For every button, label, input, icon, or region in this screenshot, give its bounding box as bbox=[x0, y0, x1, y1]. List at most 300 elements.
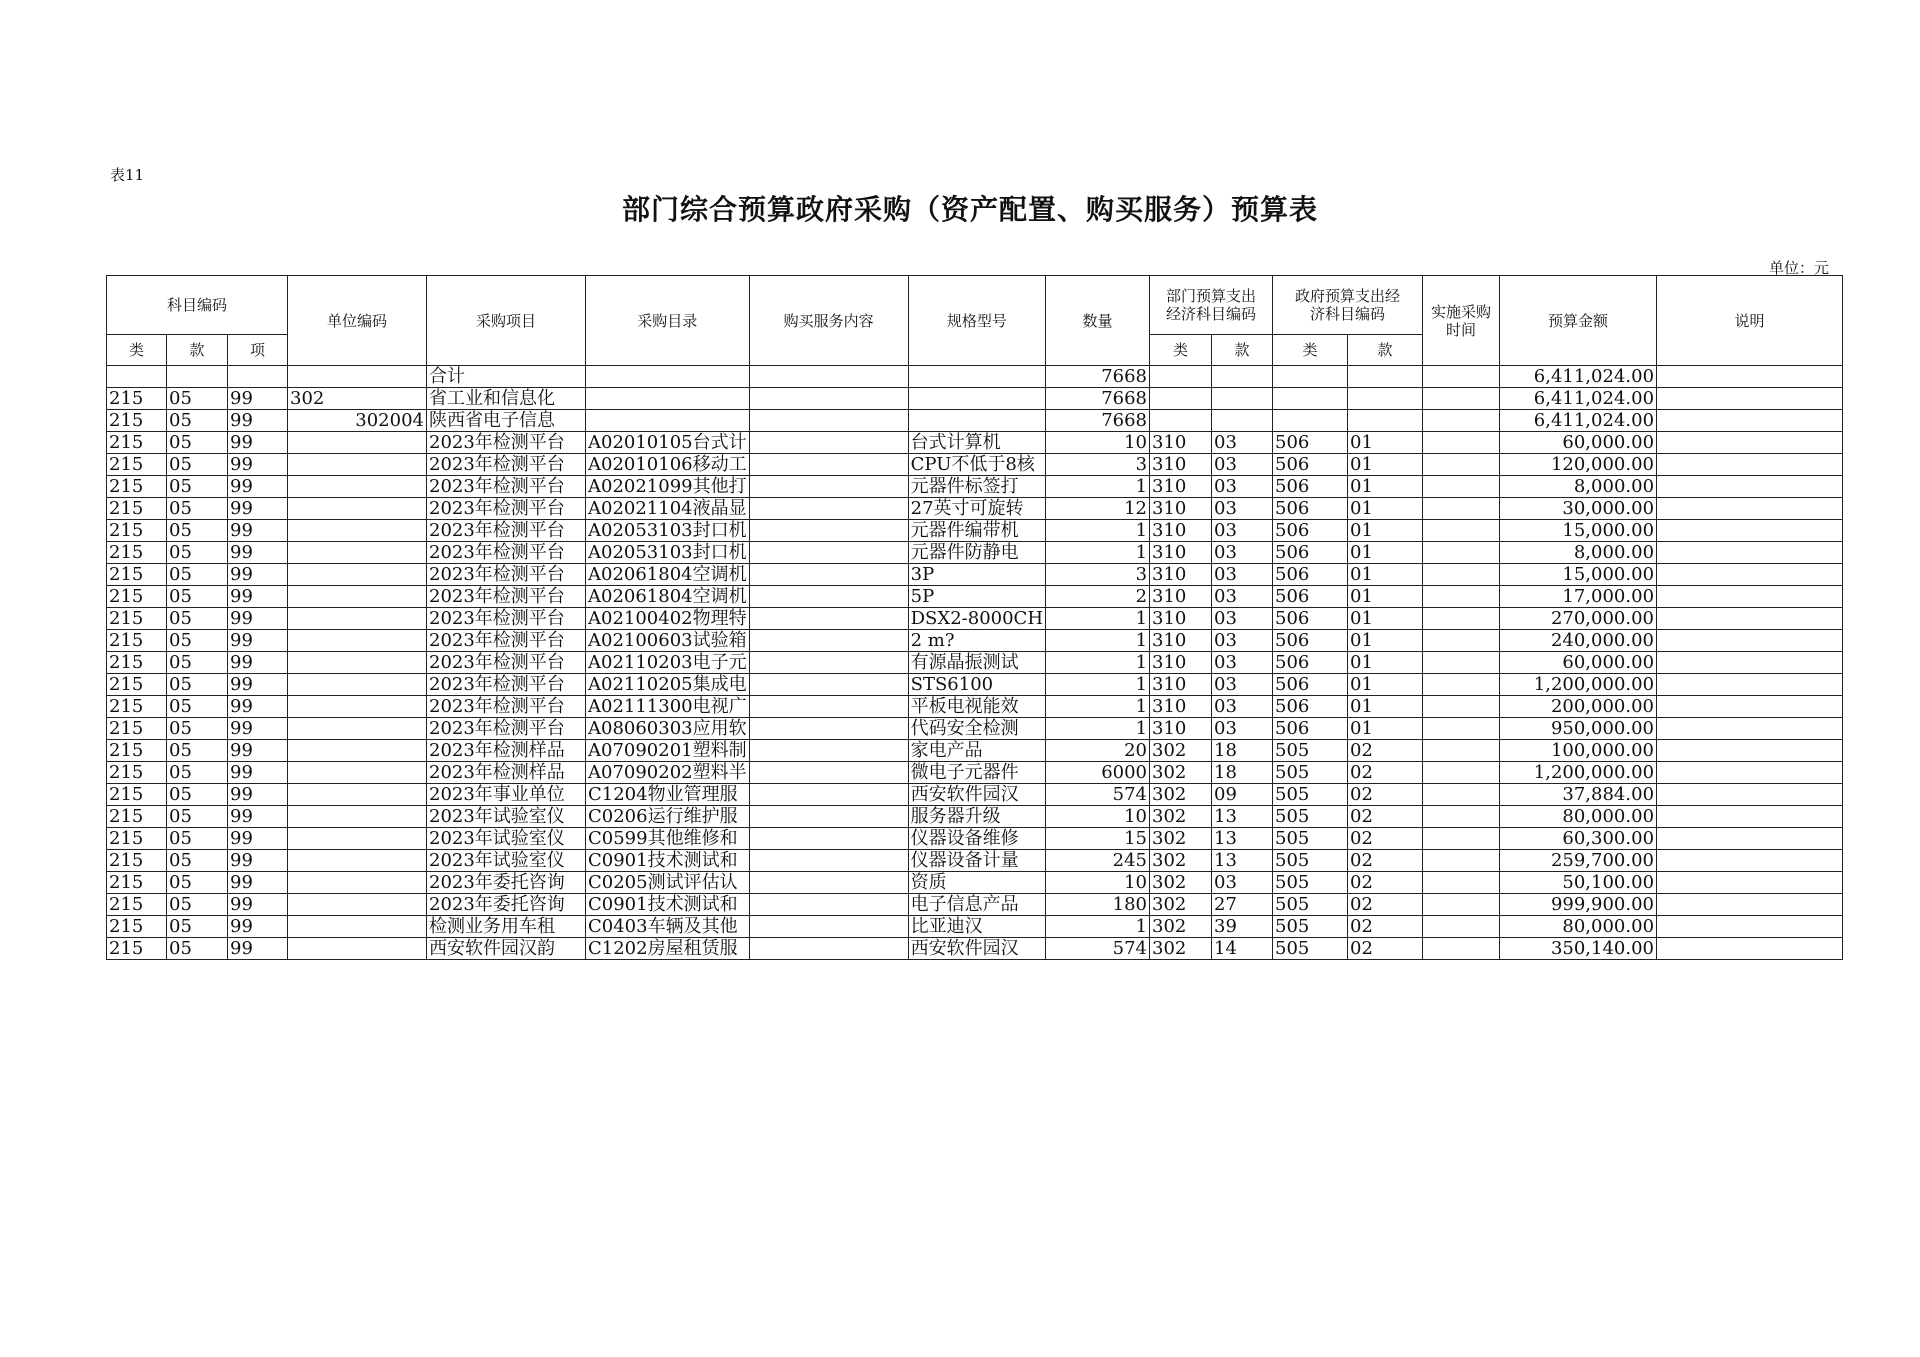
header-gov-lei: 类 bbox=[1273, 335, 1348, 366]
cell-gov-lei: 505 bbox=[1273, 762, 1348, 784]
cell-dept-lei: 302 bbox=[1150, 784, 1212, 806]
cell-amount: 950,000.00 bbox=[1500, 718, 1657, 740]
cell-spec: 元器件标签打 bbox=[908, 476, 1045, 498]
cell-project: 省工业和信息化 bbox=[427, 388, 586, 410]
cell-catalog: C0599其他维修和 bbox=[586, 828, 750, 850]
cell-note bbox=[1657, 718, 1843, 740]
cell-service bbox=[749, 454, 908, 476]
cell-kuan: 05 bbox=[167, 894, 228, 916]
cell-note bbox=[1657, 520, 1843, 542]
cell-unit-code bbox=[288, 696, 427, 718]
cell-xiang: 99 bbox=[228, 740, 288, 762]
table-row bbox=[107, 586, 1843, 608]
cell-note bbox=[1657, 432, 1843, 454]
cell-unit-code bbox=[288, 564, 427, 586]
cell-service bbox=[749, 828, 908, 850]
cell-dept-kuan: 03 bbox=[1212, 630, 1273, 652]
cell-qty: 1 bbox=[1046, 630, 1150, 652]
cell-spec: 2 m? bbox=[908, 630, 1045, 652]
table-row bbox=[107, 630, 1843, 652]
cell-project: 2023年检测平台 bbox=[427, 476, 586, 498]
cell-catalog: A02100402物理特 bbox=[586, 608, 750, 630]
cell-spec: DSX2-8000CH bbox=[908, 608, 1045, 630]
cell-gov-kuan: 02 bbox=[1348, 784, 1423, 806]
cell-time bbox=[1423, 388, 1500, 410]
cell-time bbox=[1423, 674, 1500, 696]
cell-time bbox=[1423, 894, 1500, 916]
cell-gov-kuan: 02 bbox=[1348, 806, 1423, 828]
cell-project: 2023年事业单位 bbox=[427, 784, 586, 806]
cell-unit-code bbox=[288, 806, 427, 828]
cell-service bbox=[749, 432, 908, 454]
cell-qty: 10 bbox=[1046, 872, 1150, 894]
cell-service bbox=[749, 784, 908, 806]
cell-catalog bbox=[586, 410, 750, 432]
header-lei: 类 bbox=[107, 335, 167, 366]
cell-gov-lei: 505 bbox=[1273, 916, 1348, 938]
cell-kuan: 05 bbox=[167, 630, 228, 652]
cell-catalog: C0901技术测试和 bbox=[586, 894, 750, 916]
cell-dept-kuan: 03 bbox=[1212, 718, 1273, 740]
cell-xiang: 99 bbox=[228, 894, 288, 916]
cell-kuan bbox=[167, 366, 228, 388]
cell-gov-lei: 505 bbox=[1273, 784, 1348, 806]
cell-qty: 2 bbox=[1046, 586, 1150, 608]
cell-dept-lei: 310 bbox=[1150, 564, 1212, 586]
header-dept-kuan: 款 bbox=[1212, 335, 1273, 366]
cell-amount: 30,000.00 bbox=[1500, 498, 1657, 520]
cell-dept-lei: 310 bbox=[1150, 608, 1212, 630]
cell-time bbox=[1423, 366, 1500, 388]
cell-lei: 215 bbox=[107, 894, 167, 916]
table-row bbox=[107, 806, 1843, 828]
cell-catalog: A02010106移动工 bbox=[586, 454, 750, 476]
cell-service bbox=[749, 630, 908, 652]
cell-gov-lei: 506 bbox=[1273, 498, 1348, 520]
header-qty: 数量 bbox=[1046, 276, 1150, 366]
cell-spec: 有源晶振测试 bbox=[908, 652, 1045, 674]
cell-unit-code bbox=[288, 432, 427, 454]
cell-unit-code bbox=[288, 872, 427, 894]
cell-dept-lei bbox=[1150, 410, 1212, 432]
cell-xiang: 99 bbox=[228, 850, 288, 872]
cell-catalog: A02110205集成电 bbox=[586, 674, 750, 696]
cell-dept-lei bbox=[1150, 388, 1212, 410]
cell-catalog: A02021104液晶显 bbox=[586, 498, 750, 520]
cell-time bbox=[1423, 586, 1500, 608]
table-row bbox=[107, 498, 1843, 520]
cell-project: 2023年检测平台 bbox=[427, 520, 586, 542]
cell-project: 陕西省电子信息 bbox=[427, 410, 586, 432]
cell-spec: 27英寸可旋转 bbox=[908, 498, 1045, 520]
cell-spec: STS6100 bbox=[908, 674, 1045, 696]
cell-amount: 37,884.00 bbox=[1500, 784, 1657, 806]
cell-gov-kuan bbox=[1348, 366, 1423, 388]
cell-lei: 215 bbox=[107, 542, 167, 564]
cell-unit-code bbox=[288, 784, 427, 806]
cell-lei: 215 bbox=[107, 388, 167, 410]
cell-qty: 574 bbox=[1046, 784, 1150, 806]
cell-catalog: A02010105台式计 bbox=[586, 432, 750, 454]
cell-project: 2023年检测平台 bbox=[427, 608, 586, 630]
cell-project: 2023年检测平台 bbox=[427, 718, 586, 740]
cell-dept-kuan: 14 bbox=[1212, 938, 1273, 960]
cell-note bbox=[1657, 740, 1843, 762]
cell-time bbox=[1423, 784, 1500, 806]
cell-dept-lei: 302 bbox=[1150, 916, 1212, 938]
cell-unit-code bbox=[288, 630, 427, 652]
cell-qty: 1 bbox=[1046, 696, 1150, 718]
table-row bbox=[107, 476, 1843, 498]
cell-dept-kuan: 03 bbox=[1212, 872, 1273, 894]
cell-spec: 西安软件园汉 bbox=[908, 784, 1045, 806]
cell-project: 2023年试验室仪 bbox=[427, 850, 586, 872]
cell-catalog: A07090202塑料半 bbox=[586, 762, 750, 784]
cell-unit-code bbox=[288, 938, 427, 960]
cell-kuan: 05 bbox=[167, 498, 228, 520]
cell-qty: 3 bbox=[1046, 564, 1150, 586]
cell-dept-kuan: 03 bbox=[1212, 696, 1273, 718]
header-unit-code: 单位编码 bbox=[288, 276, 427, 366]
cell-gov-lei bbox=[1273, 388, 1348, 410]
cell-service bbox=[749, 410, 908, 432]
table-row bbox=[107, 564, 1843, 586]
cell-unit-code bbox=[288, 718, 427, 740]
cell-qty: 7668 bbox=[1046, 388, 1150, 410]
cell-dept-lei: 310 bbox=[1150, 718, 1212, 740]
cell-catalog: A02053103封口机 bbox=[586, 542, 750, 564]
cell-amount: 8,000.00 bbox=[1500, 542, 1657, 564]
cell-lei bbox=[107, 366, 167, 388]
cell-catalog: C0403车辆及其他 bbox=[586, 916, 750, 938]
cell-time bbox=[1423, 410, 1500, 432]
cell-xiang: 99 bbox=[228, 696, 288, 718]
header-project: 采购项目 bbox=[427, 276, 586, 366]
cell-service bbox=[749, 872, 908, 894]
header-service: 购买服务内容 bbox=[749, 276, 908, 366]
cell-qty: 12 bbox=[1046, 498, 1150, 520]
cell-note bbox=[1657, 608, 1843, 630]
cell-dept-lei: 310 bbox=[1150, 586, 1212, 608]
page-title: 部门综合预算政府采购（资产配置、购买服务）预算表 bbox=[621, 193, 1318, 226]
cell-kuan: 05 bbox=[167, 718, 228, 740]
cell-qty: 1 bbox=[1046, 916, 1150, 938]
cell-project: 2023年检测平台 bbox=[427, 674, 586, 696]
cell-catalog: C0206运行维护服 bbox=[586, 806, 750, 828]
cell-kuan: 05 bbox=[167, 410, 228, 432]
cell-time bbox=[1423, 432, 1500, 454]
table-row bbox=[107, 652, 1843, 674]
cell-lei: 215 bbox=[107, 828, 167, 850]
cell-gov-lei: 506 bbox=[1273, 520, 1348, 542]
cell-xiang: 99 bbox=[228, 630, 288, 652]
header-time: 实施采购时间 bbox=[1423, 276, 1500, 366]
cell-lei: 215 bbox=[107, 762, 167, 784]
cell-service bbox=[749, 850, 908, 872]
cell-gov-lei: 506 bbox=[1273, 608, 1348, 630]
cell-amount: 270,000.00 bbox=[1500, 608, 1657, 630]
cell-unit-code bbox=[288, 608, 427, 630]
cell-note bbox=[1657, 366, 1843, 388]
table-row bbox=[107, 366, 1843, 388]
cell-kuan: 05 bbox=[167, 762, 228, 784]
cell-gov-kuan: 02 bbox=[1348, 938, 1423, 960]
cell-service bbox=[749, 586, 908, 608]
cell-time bbox=[1423, 454, 1500, 476]
table-row bbox=[107, 454, 1843, 476]
cell-dept-kuan bbox=[1212, 388, 1273, 410]
header-note: 说明 bbox=[1657, 276, 1843, 366]
cell-catalog: A02100603试验箱 bbox=[586, 630, 750, 652]
cell-amount: 8,000.00 bbox=[1500, 476, 1657, 498]
cell-service bbox=[749, 894, 908, 916]
cell-note bbox=[1657, 872, 1843, 894]
cell-dept-lei: 302 bbox=[1150, 806, 1212, 828]
cell-catalog: C0205测试评估认 bbox=[586, 872, 750, 894]
cell-lei: 215 bbox=[107, 850, 167, 872]
cell-gov-kuan: 01 bbox=[1348, 718, 1423, 740]
cell-dept-kuan: 03 bbox=[1212, 520, 1273, 542]
cell-dept-lei: 302 bbox=[1150, 762, 1212, 784]
cell-dept-lei: 302 bbox=[1150, 872, 1212, 894]
cell-project: 2023年检测平台 bbox=[427, 586, 586, 608]
cell-gov-lei: 505 bbox=[1273, 850, 1348, 872]
cell-note bbox=[1657, 498, 1843, 520]
cell-note bbox=[1657, 410, 1843, 432]
cell-time bbox=[1423, 696, 1500, 718]
cell-time bbox=[1423, 872, 1500, 894]
budget-table bbox=[106, 275, 1843, 960]
cell-xiang: 99 bbox=[228, 586, 288, 608]
cell-kuan: 05 bbox=[167, 476, 228, 498]
cell-project: 合计 bbox=[427, 366, 586, 388]
cell-catalog: A02053103封口机 bbox=[586, 520, 750, 542]
cell-amount: 1,200,000.00 bbox=[1500, 674, 1657, 696]
cell-amount: 350,140.00 bbox=[1500, 938, 1657, 960]
cell-unit-code bbox=[288, 894, 427, 916]
cell-lei: 215 bbox=[107, 454, 167, 476]
cell-spec: 平板电视能效 bbox=[908, 696, 1045, 718]
table-row bbox=[107, 762, 1843, 784]
table-row bbox=[107, 784, 1843, 806]
cell-time bbox=[1423, 652, 1500, 674]
cell-qty: 7668 bbox=[1046, 366, 1150, 388]
header-kuan: 款 bbox=[167, 335, 228, 366]
cell-xiang: 99 bbox=[228, 784, 288, 806]
cell-spec: 元器件编带机 bbox=[908, 520, 1045, 542]
cell-dept-lei bbox=[1150, 366, 1212, 388]
cell-catalog bbox=[586, 366, 750, 388]
cell-time bbox=[1423, 850, 1500, 872]
table-body bbox=[107, 366, 1843, 960]
cell-note bbox=[1657, 850, 1843, 872]
cell-amount: 6,411,024.00 bbox=[1500, 366, 1657, 388]
cell-spec: 家电产品 bbox=[908, 740, 1045, 762]
cell-service bbox=[749, 476, 908, 498]
cell-xiang: 99 bbox=[228, 520, 288, 542]
header-gov-econ: 政府预算支出经济科目编码 bbox=[1273, 276, 1423, 335]
cell-dept-kuan bbox=[1212, 366, 1273, 388]
cell-project: 西安软件园汉韵 bbox=[427, 938, 586, 960]
cell-lei: 215 bbox=[107, 872, 167, 894]
table-row bbox=[107, 696, 1843, 718]
cell-gov-kuan: 02 bbox=[1348, 916, 1423, 938]
cell-kuan: 05 bbox=[167, 564, 228, 586]
cell-amount: 240,000.00 bbox=[1500, 630, 1657, 652]
cell-unit-code bbox=[288, 916, 427, 938]
cell-time bbox=[1423, 762, 1500, 784]
cell-note bbox=[1657, 586, 1843, 608]
cell-kuan: 05 bbox=[167, 674, 228, 696]
cell-unit-code bbox=[288, 498, 427, 520]
cell-amount: 15,000.00 bbox=[1500, 564, 1657, 586]
cell-lei: 215 bbox=[107, 784, 167, 806]
cell-qty: 7668 bbox=[1046, 410, 1150, 432]
cell-kuan: 05 bbox=[167, 586, 228, 608]
cell-unit-code bbox=[288, 366, 427, 388]
cell-dept-kuan: 13 bbox=[1212, 850, 1273, 872]
cell-xiang: 99 bbox=[228, 806, 288, 828]
cell-lei: 215 bbox=[107, 630, 167, 652]
cell-qty: 1 bbox=[1046, 652, 1150, 674]
header-gov-kuan: 款 bbox=[1348, 335, 1423, 366]
cell-service bbox=[749, 916, 908, 938]
cell-dept-lei: 302 bbox=[1150, 850, 1212, 872]
cell-amount: 15,000.00 bbox=[1500, 520, 1657, 542]
cell-project: 2023年检测平台 bbox=[427, 454, 586, 476]
cell-unit-code bbox=[288, 586, 427, 608]
cell-kuan: 05 bbox=[167, 652, 228, 674]
cell-catalog: A08060303应用软 bbox=[586, 718, 750, 740]
cell-gov-kuan: 01 bbox=[1348, 498, 1423, 520]
cell-project: 2023年检测样品 bbox=[427, 762, 586, 784]
cell-lei: 215 bbox=[107, 608, 167, 630]
cell-note bbox=[1657, 674, 1843, 696]
cell-xiang: 99 bbox=[228, 718, 288, 740]
cell-xiang: 99 bbox=[228, 476, 288, 498]
cell-spec: 西安软件园汉 bbox=[908, 938, 1045, 960]
cell-lei: 215 bbox=[107, 520, 167, 542]
cell-spec: 5P bbox=[908, 586, 1045, 608]
cell-gov-kuan: 01 bbox=[1348, 564, 1423, 586]
cell-gov-lei: 506 bbox=[1273, 564, 1348, 586]
table-row bbox=[107, 740, 1843, 762]
cell-spec: 代码安全检测 bbox=[908, 718, 1045, 740]
cell-gov-lei: 506 bbox=[1273, 476, 1348, 498]
cell-xiang: 99 bbox=[228, 498, 288, 520]
table-row bbox=[107, 432, 1843, 454]
cell-gov-kuan: 01 bbox=[1348, 542, 1423, 564]
cell-project: 2023年委托咨询 bbox=[427, 894, 586, 916]
cell-gov-lei: 505 bbox=[1273, 806, 1348, 828]
cell-note bbox=[1657, 784, 1843, 806]
cell-gov-lei: 505 bbox=[1273, 740, 1348, 762]
header-xiang: 项 bbox=[228, 335, 288, 366]
cell-gov-kuan: 02 bbox=[1348, 850, 1423, 872]
cell-gov-kuan: 01 bbox=[1348, 476, 1423, 498]
cell-service bbox=[749, 564, 908, 586]
cell-unit-code bbox=[288, 542, 427, 564]
cell-catalog: C1204物业管理服 bbox=[586, 784, 750, 806]
cell-service bbox=[749, 388, 908, 410]
cell-unit-code bbox=[288, 850, 427, 872]
cell-qty: 10 bbox=[1046, 806, 1150, 828]
cell-dept-lei: 310 bbox=[1150, 652, 1212, 674]
cell-kuan: 05 bbox=[167, 696, 228, 718]
header-catalog: 采购目录 bbox=[586, 276, 750, 366]
cell-amount: 1,200,000.00 bbox=[1500, 762, 1657, 784]
cell-time bbox=[1423, 938, 1500, 960]
cell-service bbox=[749, 740, 908, 762]
cell-unit-code bbox=[288, 740, 427, 762]
cell-gov-lei: 506 bbox=[1273, 432, 1348, 454]
cell-xiang: 99 bbox=[228, 608, 288, 630]
cell-gov-kuan bbox=[1348, 410, 1423, 432]
cell-dept-kuan: 27 bbox=[1212, 894, 1273, 916]
cell-catalog: C0901技术测试和 bbox=[586, 850, 750, 872]
table-row bbox=[107, 388, 1843, 410]
cell-gov-kuan: 01 bbox=[1348, 432, 1423, 454]
cell-spec: 仪器设备计量 bbox=[908, 850, 1045, 872]
cell-kuan: 05 bbox=[167, 784, 228, 806]
cell-project: 2023年试验室仪 bbox=[427, 806, 586, 828]
cell-amount: 100,000.00 bbox=[1500, 740, 1657, 762]
cell-qty: 10 bbox=[1046, 432, 1150, 454]
cell-lei: 215 bbox=[107, 806, 167, 828]
cell-xiang: 99 bbox=[228, 872, 288, 894]
cell-gov-kuan: 01 bbox=[1348, 652, 1423, 674]
cell-qty: 6000 bbox=[1046, 762, 1150, 784]
table-row bbox=[107, 542, 1843, 564]
cell-gov-kuan: 01 bbox=[1348, 696, 1423, 718]
cell-time bbox=[1423, 498, 1500, 520]
cell-project: 2023年试验室仪 bbox=[427, 828, 586, 850]
table-row bbox=[107, 916, 1843, 938]
cell-gov-lei: 505 bbox=[1273, 938, 1348, 960]
cell-lei: 215 bbox=[107, 740, 167, 762]
cell-project: 检测业务用车租 bbox=[427, 916, 586, 938]
cell-amount: 200,000.00 bbox=[1500, 696, 1657, 718]
cell-unit-code: 302 bbox=[288, 388, 427, 410]
cell-qty: 1 bbox=[1046, 520, 1150, 542]
cell-dept-kuan: 03 bbox=[1212, 542, 1273, 564]
cell-project: 2023年检测平台 bbox=[427, 498, 586, 520]
cell-gov-lei: 505 bbox=[1273, 894, 1348, 916]
cell-project: 2023年检测样品 bbox=[427, 740, 586, 762]
cell-qty: 1 bbox=[1046, 476, 1150, 498]
cell-service bbox=[749, 498, 908, 520]
cell-qty: 15 bbox=[1046, 828, 1150, 850]
cell-gov-lei: 506 bbox=[1273, 586, 1348, 608]
cell-gov-kuan: 02 bbox=[1348, 894, 1423, 916]
cell-dept-lei: 310 bbox=[1150, 498, 1212, 520]
cell-unit-code bbox=[288, 454, 427, 476]
cell-lei: 215 bbox=[107, 564, 167, 586]
cell-gov-kuan: 01 bbox=[1348, 454, 1423, 476]
cell-service bbox=[749, 696, 908, 718]
cell-lei: 215 bbox=[107, 938, 167, 960]
table-row bbox=[107, 828, 1843, 850]
cell-xiang: 99 bbox=[228, 432, 288, 454]
table-row bbox=[107, 894, 1843, 916]
cell-note bbox=[1657, 564, 1843, 586]
cell-xiang: 99 bbox=[228, 542, 288, 564]
cell-gov-lei: 506 bbox=[1273, 652, 1348, 674]
cell-service bbox=[749, 674, 908, 696]
cell-amount: 60,000.00 bbox=[1500, 652, 1657, 674]
cell-dept-kuan bbox=[1212, 410, 1273, 432]
cell-unit-code bbox=[288, 674, 427, 696]
